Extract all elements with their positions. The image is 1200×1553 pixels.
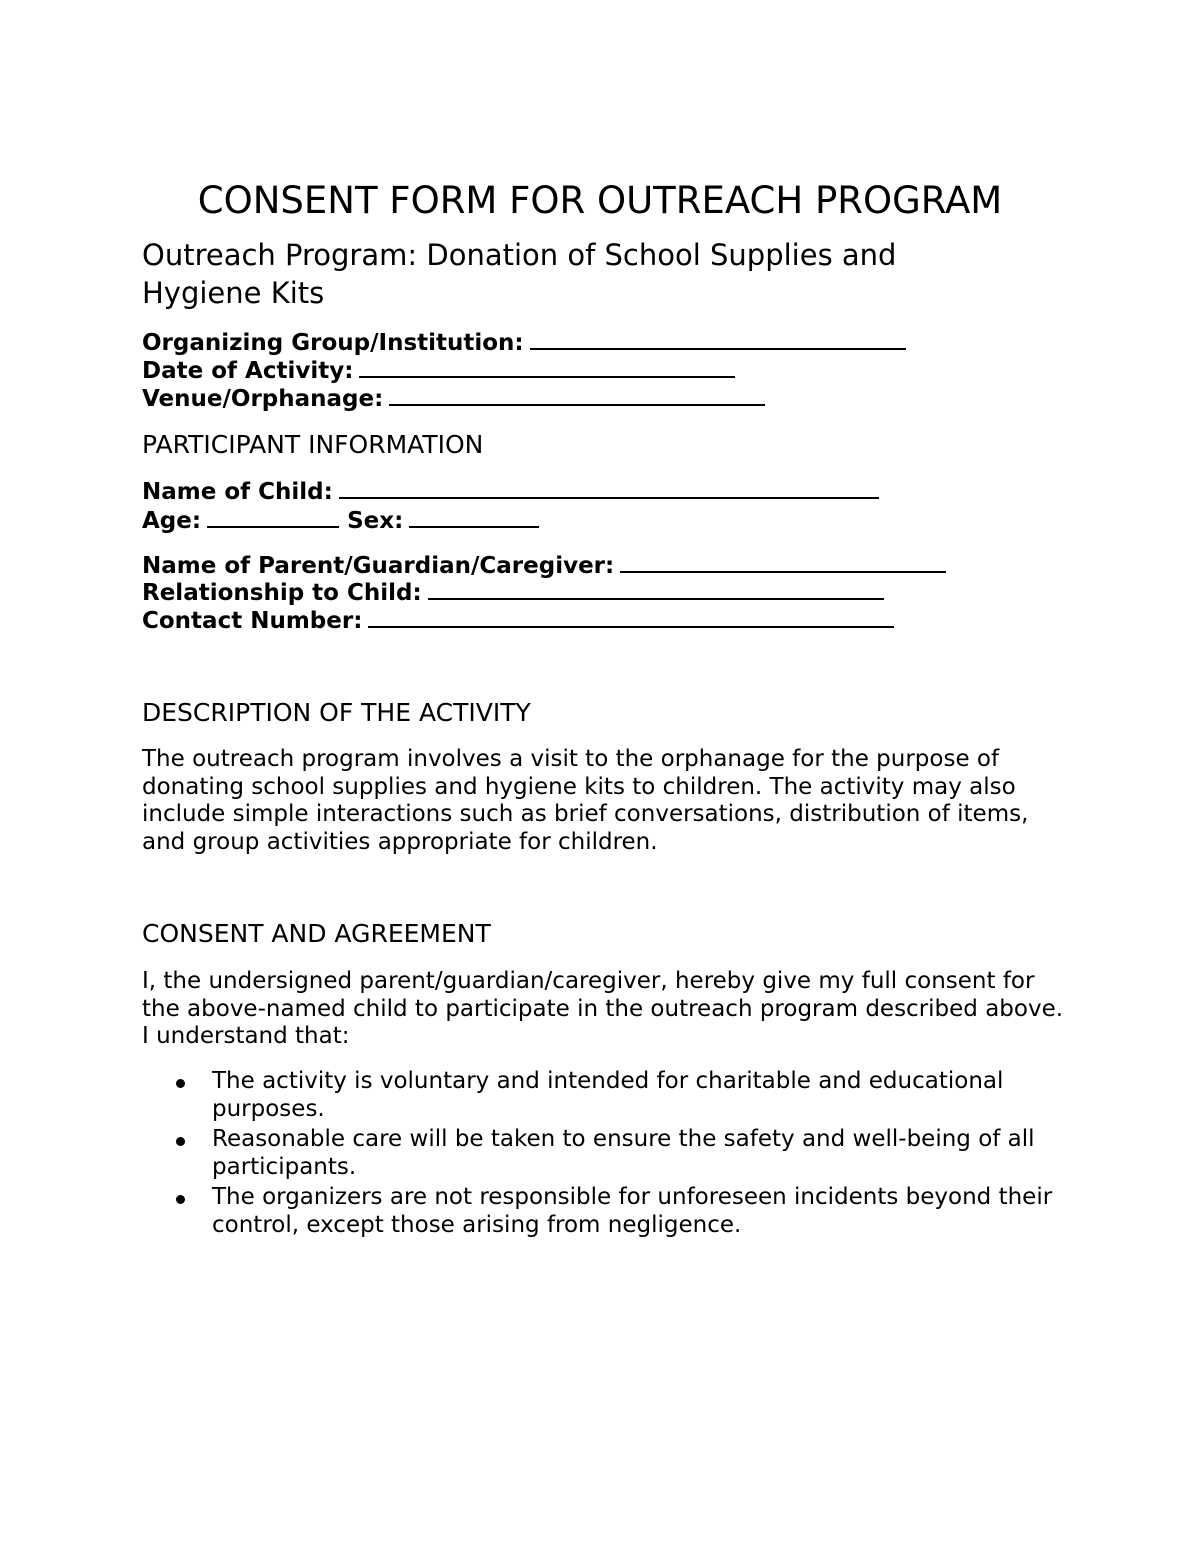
- contact-number-blank[interactable]: [368, 606, 894, 628]
- parent-name-field: [142, 551, 946, 580]
- description-heading: DESCRIPTION OF THE ACTIVITY: [142, 698, 531, 727]
- list-item: [142, 1068, 1072, 1123]
- parent-name-label: Name of Parent/Guardian/Caregiver:: [142, 553, 615, 579]
- list-item-text: The activity is voluntary and intended for charitable and educational purposes.: [212, 1068, 1004, 1122]
- age-label: Age:: [142, 508, 202, 534]
- date-of-activity-label: Date of Activity:: [142, 358, 354, 384]
- list-item-text: The organizers are not responsible for unforeseen incidents beyond their control, except those arising from negligence.: [212, 1184, 1053, 1238]
- contact-number-field: [142, 606, 894, 635]
- list-item: [142, 1184, 1072, 1239]
- consent-text: I, the undersigned parent/guardian/caregiver, hereby give my full consent for the above-named child to participate in the outreach program described above. I understand that:: [142, 968, 1064, 1049]
- venue-label: Venue/Orphanage:: [142, 386, 384, 412]
- relationship-field: [142, 578, 884, 607]
- organizing-group-label: Organizing Group/Institution:: [142, 330, 524, 356]
- child-name-blank[interactable]: [339, 477, 879, 499]
- sex-blank[interactable]: [409, 506, 539, 528]
- parent-name-blank[interactable]: [620, 551, 946, 573]
- bullet-icon: [176, 1195, 185, 1204]
- participant-info-heading: PARTICIPANT INFORMATION: [142, 430, 484, 459]
- consent-conditions-list: [142, 1068, 1072, 1242]
- relationship-label: Relationship to Child:: [142, 580, 422, 606]
- contact-number-label: Contact Number:: [142, 608, 363, 634]
- child-name-label: Name of Child:: [142, 479, 333, 505]
- program-subtitle: Outreach Program: Donation of School Supplies and Hygiene Kits: [142, 238, 897, 310]
- venue-blank[interactable]: [389, 384, 765, 406]
- organizing-group-blank[interactable]: [530, 328, 906, 350]
- list-item: [142, 1126, 1072, 1181]
- date-of-activity-field: [142, 356, 735, 385]
- child-name-field: [142, 477, 879, 506]
- organizing-group-field: [142, 328, 906, 357]
- page-title: CONSENT FORM FOR OUTREACH PROGRAM: [197, 179, 1003, 222]
- relationship-blank[interactable]: [428, 578, 884, 600]
- venue-field: [142, 384, 765, 413]
- bullet-icon: [176, 1137, 185, 1146]
- consent-heading: CONSENT AND AGREEMENT: [142, 919, 491, 948]
- age-blank[interactable]: [207, 506, 339, 528]
- age-sex-field: [142, 506, 539, 535]
- description-text: The outreach program involves a visit to the orphanage for the purpose of donating school supplies and hygiene kits to children. The activity may also include simple interactions such as brief conversations, distribution of items, and group activities appropriate for children.: [142, 746, 1029, 855]
- list-item-text: Reasonable care will be taken to ensure the safety and well-being of all participants.: [212, 1126, 1035, 1180]
- sex-label: Sex:: [347, 508, 404, 534]
- bullet-icon: [176, 1079, 185, 1088]
- date-of-activity-blank[interactable]: [359, 356, 735, 378]
